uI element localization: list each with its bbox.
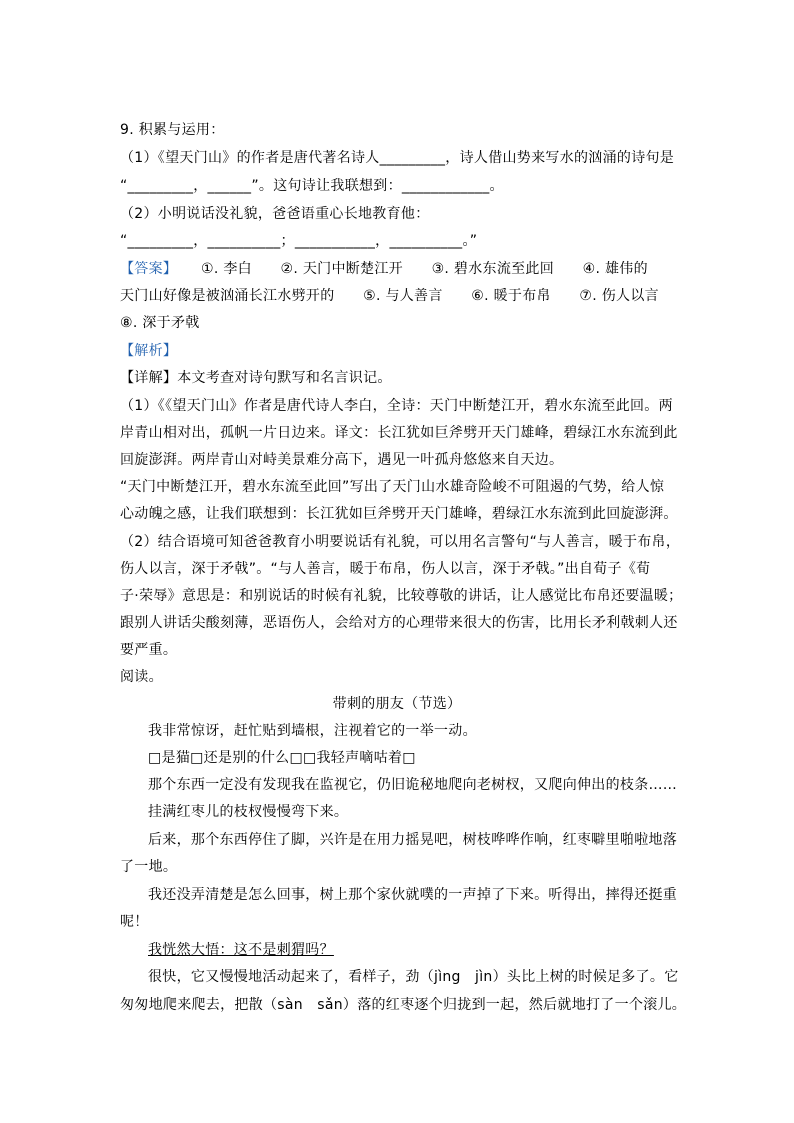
analysis-line: 伤人以言，深于矛戟”。“与人善言，暖于布帛，伤人以言，深于矛戟。”出自荀子《荀 <box>120 561 651 577</box>
reading-paragraph: 那个东西一定没有发现我在监视它，仍旧诡秘地爬向老树杈，又爬向伸出的枝条…… <box>148 777 678 793</box>
reading-paragraph: 挂满红枣儿的枝杈慢慢弯下来。 <box>148 804 349 820</box>
detail-line <box>120 368 680 388</box>
reading-paragraph: 我非常惊讶，赶忙贴到墙根，注视着它的一举一动。 <box>148 723 477 739</box>
reading-title: 带刺的朋友（节选） <box>332 696 462 712</box>
analysis-line: 心动魄之感，让我们联想到：长江犹如巨斧劈开天门雄峰，碧绿江水东流到此回旋澎湃。 <box>120 506 678 522</box>
question-2-line-2: “_________，__________；___________，__________。” <box>120 233 478 249</box>
reading-paragraph: 了一地。 <box>120 859 178 875</box>
question-1-line-1: （1）《望天门山》的作者是唐代著名诗人_________，诗人借山势来写水的汹涌的诗句是 <box>120 150 675 166</box>
analysis-label: 【解析】 <box>120 343 178 359</box>
analysis-line: 跟别人讲话尖酸刻薄，恶语伤人，会给对方的心理带来很大的伤害，比用长矛利戟刺人还 <box>120 615 678 631</box>
reading-underlined-sentence: 我恍然大悟：这不是刺猬吗？ <box>148 942 334 958</box>
reading-label: 阅读。 <box>120 669 163 685</box>
analysis-line: 岸青山相对出，孤帆一片日边来。译文：长江犹如巨斧劈开天门雄峰，碧绿江水东流到此 <box>120 425 678 441</box>
analysis-line: 子·荣辱》意思是：和别说话的时候有礼貌，比较尊敬的讲话，让人感觉比布帛还要温暖； <box>120 588 683 604</box>
detail-intro: 本文考查对诗句默写和名言识记。 <box>177 370 392 386</box>
analysis-line: 回旋澎湃。两岸青山对峙美景难分高下，遇见一叶孤舟悠悠来自天边。 <box>120 452 564 468</box>
analysis-line: （1）《《望天门山》作者是唐代诗人李白，全诗：天门中断楚江开，碧水东流至此回。两 <box>120 398 673 414</box>
answer-label: 【答案】 <box>120 261 178 277</box>
detail-label: 【详解】 <box>120 370 178 386</box>
answer-text-1: ①. 李白 ②. 天门中断楚江开 ③. 碧水东流至此回 ④. 雄伟的 <box>200 261 648 277</box>
analysis-line: “天门中断楚江开，碧水东流至此回”写出了天门山水雄奇险峻不可阻遏的气势，给人惊 <box>120 479 665 495</box>
answer-line-2: 天门山好像是被汹涌长江水劈开的 ⑤. 与人善言 ⑥. 暖于布帛 ⑦. 伤人以言 <box>120 288 659 304</box>
answer-line-3: ⑧. 深于矛戟 <box>120 315 200 331</box>
answer-line-1 <box>120 259 680 279</box>
reading-paragraph: □是猫□还是别的什么□□我轻声嘀咕着□ <box>148 750 416 766</box>
analysis-line: 要严重。 <box>120 642 178 658</box>
question-2-line-1: （2）小明说话没礼貌，爸爸语重心长地教育他： <box>120 206 430 222</box>
reading-paragraph: 很快，它又慢慢地活动起来了，看样子，劲（jìng jìn）头比上树的时候足多了。它 <box>148 969 679 985</box>
reading-paragraph: 呢！ <box>120 914 149 930</box>
reading-paragraph: 后来，那个东西停住了脚，兴许是在用力摇晃吧，树枝哗哗作响，红枣噼里啪啦地落 <box>148 832 678 848</box>
question-1-line-2: “_________，______”。这句诗让我联想到：____________。 <box>120 178 504 194</box>
analysis-line: （2）结合语境可知爸爸教育小明要说话有礼貌，可以用名言警句“与人善言，暖于布帛， <box>120 534 681 550</box>
reading-paragraph: 匆匆地爬来爬去，把散（sàn sǎn）落的红枣逐个归拢到一起，然后就地打了一个滚儿。 <box>120 997 687 1013</box>
reading-paragraph: 我还没弄清楚是怎么回事，树上那个家伙就噗的一声掉了下来。听得出，摔得还挺重 <box>148 887 678 903</box>
question-title: 9. 积累与运用： <box>120 122 225 138</box>
